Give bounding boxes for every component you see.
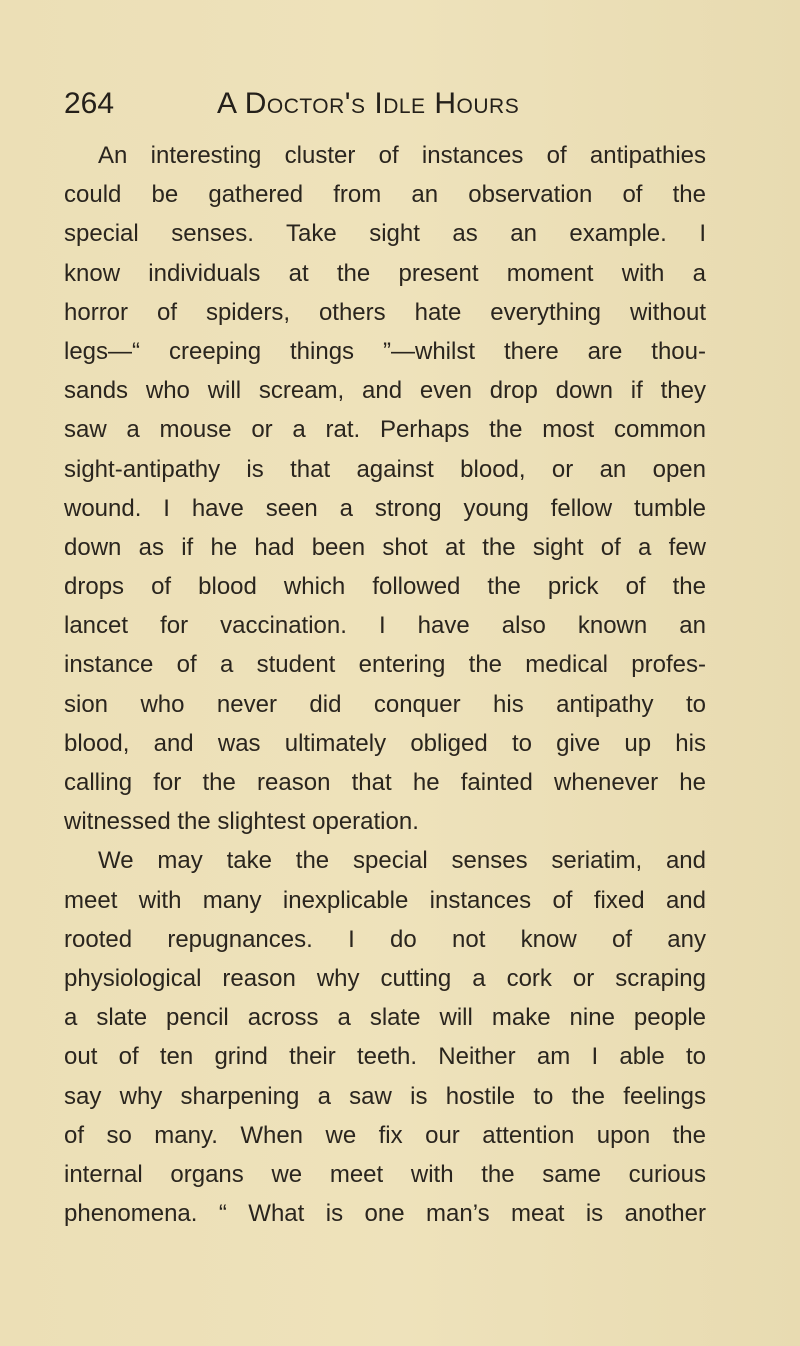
running-title: A Doctor's Idle Hours [217, 87, 520, 120]
text-line: could be gathered from an observation of the [64, 181, 706, 209]
page-header [64, 84, 714, 124]
text-line: sion who never did conquer his antipathy to [64, 690, 706, 718]
text-line: witnessed the slightest operation. [64, 808, 419, 836]
body-text [64, 136, 706, 1233]
text-line: calling for the reason that he fainted whenever he [64, 769, 706, 796]
text-line: legs—“ creeping things ”—whilst there are thou- [64, 337, 706, 365]
page-number: 264 [64, 87, 115, 120]
text-line: lancet for vaccination. I have also known an [64, 612, 706, 640]
text-line: wound. I have seen a strong young fellow tumble [64, 494, 706, 522]
text-line: saw a mouse or a rat. Perhaps the most common [64, 416, 706, 444]
text-line: special senses. Take sight as an example. I [64, 220, 706, 248]
text-line: blood, and was ultimately obliged to give up his [64, 729, 706, 757]
text-line: say why sharpening a saw is hostile to the feelings [64, 1082, 706, 1110]
text-line: a slate pencil across a slate will make nine people [64, 1004, 706, 1032]
text-line: instance of a student entering the medical profes- [64, 651, 706, 679]
text-line: An interesting cluster of instances of antipathies [98, 142, 706, 169]
text-line: phenomena. “ What is one man’s meat is another [64, 1200, 706, 1228]
text-line: We may take the special senses seriatim, and [98, 847, 706, 875]
text-line: rooted repugnances. I do not know of any [64, 925, 706, 953]
text-line: horror of spiders, others hate everything without [64, 298, 706, 326]
text-line: internal organs we meet with the same curious [64, 1160, 706, 1188]
text-line: down as if he had been shot at the sight of a few [64, 533, 706, 561]
text-line: meet with many inexplicable instances of fixed and [64, 886, 706, 914]
text-line: drops of blood which followed the prick of the [64, 573, 706, 601]
text-line: sight-antipathy is that against blood, or an open [64, 455, 706, 483]
text-line: of so many. When we fix our attention upon the [64, 1121, 706, 1149]
text-line: out of ten grind their teeth. Neither am I able to [64, 1043, 706, 1071]
text-line: physiological reason why cutting a cork or scraping [64, 964, 706, 992]
text-line: sands who will scream, and even drop down if they [64, 377, 706, 405]
text-line: know individuals at the present moment with a [64, 259, 706, 287]
